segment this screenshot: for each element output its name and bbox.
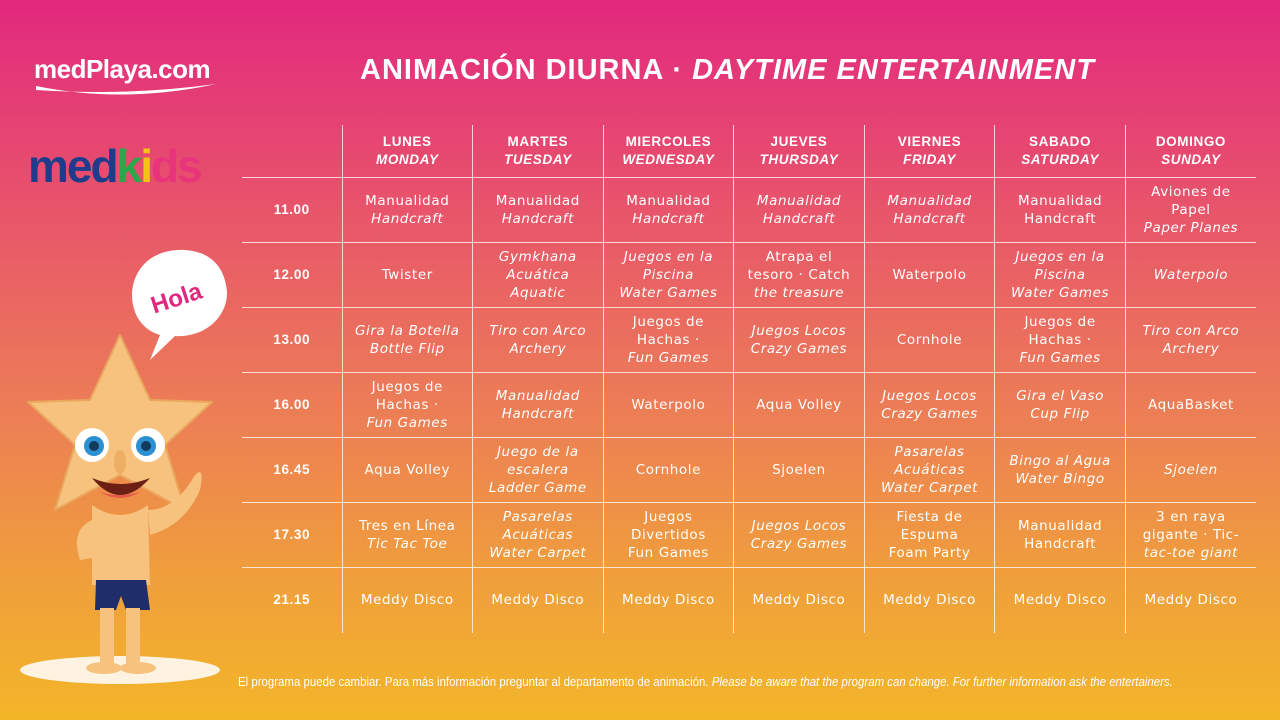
activity-text: Waterpolo [1153, 267, 1229, 283]
activity-cell [342, 308, 473, 373]
medkids-letter-k: k [116, 140, 141, 192]
time-header-cell [242, 125, 342, 178]
activity-cell [473, 178, 604, 243]
activity-text: Acuática [506, 267, 570, 283]
day-header-sunday: DOMINGO SUNDAY [1125, 125, 1256, 178]
starfish-mascot [0, 240, 240, 700]
schedule-table [242, 125, 1256, 633]
activity-text: Paper Planes [1143, 220, 1239, 236]
activity-text: Fun Games [366, 415, 448, 431]
activity-text: Bottle Flip [369, 341, 445, 357]
activity-cell [734, 308, 865, 373]
activity-cell [734, 438, 865, 503]
activity-text: Handcraft [371, 211, 444, 227]
speech-bubble-text: Hola [147, 277, 206, 320]
activity-cell [603, 308, 734, 373]
activity-cell [864, 503, 995, 568]
schedule-row [242, 568, 1256, 633]
activity-cell [342, 568, 473, 633]
time-slot: 16.00 [242, 373, 342, 438]
schedule-row [242, 503, 1256, 568]
activity-text: Aquatic [510, 285, 566, 301]
activity-cell [473, 308, 604, 373]
medplaya-swoosh-icon [34, 82, 219, 104]
activity-text: Meddy Disco [360, 592, 454, 609]
activity-cell [603, 503, 734, 568]
activity-text: Handcraft [1024, 211, 1097, 227]
activity-text: Cornhole [896, 332, 963, 348]
activity-text: Juegos Locos [751, 323, 847, 339]
activity-text: Foam Party [888, 545, 971, 561]
time-slot: 11.00 [242, 178, 342, 243]
schedule-body [242, 178, 1256, 633]
activity-text: Manualidad [756, 193, 842, 209]
activity-text: Crazy Games [881, 406, 978, 422]
activity-cell [473, 503, 604, 568]
activity-cell [864, 178, 995, 243]
activity-text: Tres en Línea [359, 518, 456, 534]
activity-text: Juegos de [632, 314, 705, 330]
footer-en: Please be aware that the program can change. For further information ask the entertainers. [711, 674, 1173, 689]
activity-text: Papel [1171, 202, 1211, 218]
activity-text: Crazy Games [750, 536, 848, 552]
activity-text: Juego de la [496, 444, 579, 460]
activity-text: Cornhole [635, 462, 702, 478]
activity-cell [864, 568, 995, 633]
activity-text: Juegos en la [1015, 249, 1105, 265]
activity-text: Ladder Game [488, 480, 587, 496]
activity-text: Divertidos [630, 527, 706, 543]
activity-cell [1125, 568, 1256, 633]
medkids-letter-i: i [140, 140, 151, 192]
activity-cell [995, 438, 1126, 503]
activity-text: Gira el Vaso [1016, 388, 1104, 404]
activity-cell [734, 373, 865, 438]
day-header-thursday: JUEVES THURSDAY [734, 125, 865, 178]
activity-text: 3 en raya [1156, 509, 1226, 525]
activity-cell [995, 308, 1126, 373]
activity-cell [734, 503, 865, 568]
day-header-monday: LUNES MONDAY [342, 125, 473, 178]
activity-text: Fiesta de [896, 509, 963, 525]
activity-cell [1125, 373, 1256, 438]
activity-text: the treasure [753, 285, 845, 301]
activity-text: AquaBasket [1147, 397, 1234, 413]
activity-cell [603, 243, 734, 308]
activity-text: Aqua Volley [364, 462, 451, 478]
time-slot: 21.15 [242, 568, 342, 633]
activity-text: tesoro · Catch [747, 267, 851, 283]
activity-cell [603, 438, 734, 503]
schedule-header-row [242, 125, 1256, 178]
activity-text: Juegos [644, 509, 693, 525]
activity-text: Acuáticas [894, 462, 965, 478]
activity-cell [734, 178, 865, 243]
activity-text: Manualidad [1017, 193, 1103, 209]
activity-text: Fun Games [1019, 350, 1101, 366]
activity-text: Handcraft [1024, 536, 1097, 552]
activity-cell [1125, 243, 1256, 308]
activity-text: Water Carpet [489, 545, 587, 561]
activity-cell [734, 568, 865, 633]
activity-text: Handcraft [632, 211, 705, 227]
activity-text: Archery [509, 341, 567, 357]
medkids-letter-d: d [150, 140, 178, 192]
activity-text: Hachas · [636, 332, 700, 348]
activity-text: Juegos Locos [882, 388, 977, 404]
activity-cell [1125, 178, 1256, 243]
time-slot: 13.00 [242, 308, 342, 373]
activity-cell [603, 568, 734, 633]
activity-text: Juegos Locos [751, 518, 847, 534]
activity-text: Aqua Volley [756, 397, 842, 413]
activity-text: Gira la Botella [355, 323, 460, 339]
activity-text: Juegos en la [623, 249, 714, 265]
activity-text: Twister [381, 267, 433, 283]
footer-disclaimer [238, 674, 1173, 689]
time-slot: 17.30 [242, 503, 342, 568]
activity-cell [603, 178, 734, 243]
activity-text: Cup Flip [1030, 406, 1090, 422]
activity-text: Piscina [642, 267, 694, 283]
medkids-logo [28, 138, 228, 194]
activity-text: Manualidad [1017, 518, 1103, 534]
activity-text: Fun Games [627, 545, 709, 561]
schedule-row [242, 243, 1256, 308]
time-slot: 12.00 [242, 243, 342, 308]
activity-text: Pasarelas [502, 509, 573, 525]
activity-text: Juegos de [371, 379, 443, 395]
activity-text: Meddy Disco [1144, 592, 1238, 609]
activity-cell [342, 243, 473, 308]
activity-text: Hachas · [375, 397, 439, 413]
activity-text: Tic Tac Toe [367, 536, 448, 552]
activity-cell [342, 178, 473, 243]
activity-text: Water Carpet [881, 480, 978, 496]
activity-text: Waterpolo [892, 267, 967, 283]
speech-bubble [132, 250, 227, 360]
activity-text: Manualidad [365, 193, 450, 209]
activity-text: Acuáticas [502, 527, 574, 543]
activity-text: Water Bingo [1015, 471, 1105, 487]
activity-text: Crazy Games [750, 341, 848, 357]
activity-cell [342, 438, 473, 503]
activity-cell [342, 373, 473, 438]
activity-cell [864, 438, 995, 503]
activity-cell [864, 243, 995, 308]
activity-text: Fun Games [627, 350, 710, 366]
day-header-tuesday: MARTES TUESDAY [473, 125, 604, 178]
medplaya-wordmark: medPlaya.com [34, 54, 211, 84]
activity-cell [603, 373, 734, 438]
activity-cell [1125, 438, 1256, 503]
page-title [360, 54, 1220, 87]
activity-text: Tiro con Arco [1142, 323, 1240, 339]
activity-text: Hachas · [1028, 332, 1092, 348]
schedule-row [242, 438, 1256, 503]
activity-text: tac-toe giant [1143, 545, 1239, 561]
activity-cell [995, 373, 1126, 438]
activity-cell [734, 243, 865, 308]
activity-text: escalera [506, 462, 569, 478]
activity-text: Meddy Disco [752, 592, 846, 609]
activity-text: Manualidad [495, 388, 580, 404]
activity-text: Espuma [900, 527, 959, 543]
activity-text: Juegos de [1024, 314, 1096, 330]
activity-cell [473, 243, 604, 308]
day-header-wednesday: MIERCOLES WEDNESDAY [603, 125, 734, 178]
activity-cell [995, 568, 1126, 633]
activity-text: Handcraft [501, 211, 574, 227]
activity-text: Handcraft [893, 211, 966, 227]
activity-text: Pasarelas [894, 444, 965, 460]
activity-text: Aviones de [1151, 184, 1231, 200]
activity-cell [473, 438, 604, 503]
activity-text: Handcraft [762, 211, 836, 227]
day-header-saturday: SABADO SATURDAY [995, 125, 1126, 178]
medkids-letter-s: s [177, 140, 201, 192]
day-header-friday: VIERNES FRIDAY [864, 125, 995, 178]
activity-text: gigante · Tic- [1142, 527, 1240, 543]
schedule-row [242, 308, 1256, 373]
activity-text: Handcraft [501, 406, 574, 422]
activity-text: Meddy Disco [883, 592, 976, 609]
activity-text: Water Games [1011, 285, 1110, 301]
activity-text: Meddy Disco [621, 592, 715, 609]
activity-cell [473, 373, 604, 438]
activity-text: Atrapa el [765, 249, 833, 265]
activity-text: Meddy Disco [491, 592, 585, 609]
activity-cell [995, 243, 1126, 308]
activity-text: Sjoelen [1164, 462, 1218, 478]
mascot-body [28, 335, 212, 674]
activity-text: Manualidad [887, 193, 972, 209]
activity-text: Manualidad [626, 193, 711, 209]
activity-text: Water Games [619, 285, 718, 301]
activity-cell [1125, 503, 1256, 568]
activity-cell [864, 373, 995, 438]
footer-es: El programa puede cambiar. Para más información preguntar al departamento de animación. [238, 674, 712, 689]
activity-text: Gymkhana [498, 249, 577, 265]
activity-text: Tiro con Arco [489, 323, 587, 339]
activity-cell [473, 568, 604, 633]
activity-cell [995, 503, 1126, 568]
activity-cell [342, 503, 473, 568]
activity-text: Archery [1162, 341, 1220, 357]
time-slot: 16.45 [242, 438, 342, 503]
medkids-med-text: med [28, 140, 117, 192]
activity-text: Piscina [1034, 267, 1086, 283]
medplaya-logo [34, 54, 224, 110]
schedule-row [242, 178, 1256, 243]
activity-cell [1125, 308, 1256, 373]
activity-text: Bingo al Agua [1009, 453, 1111, 469]
title-en: DAYTIME ENTERTAINMENT [692, 54, 1095, 86]
activity-text: Waterpolo [631, 397, 706, 413]
activity-cell [995, 178, 1126, 243]
title-es: ANIMACIÓN DIURNA · [360, 54, 693, 86]
activity-cell [864, 308, 995, 373]
schedule-row [242, 373, 1256, 438]
activity-text: Manualidad [495, 193, 580, 209]
activity-text: Meddy Disco [1013, 592, 1107, 609]
activity-text: Sjoelen [772, 462, 826, 478]
